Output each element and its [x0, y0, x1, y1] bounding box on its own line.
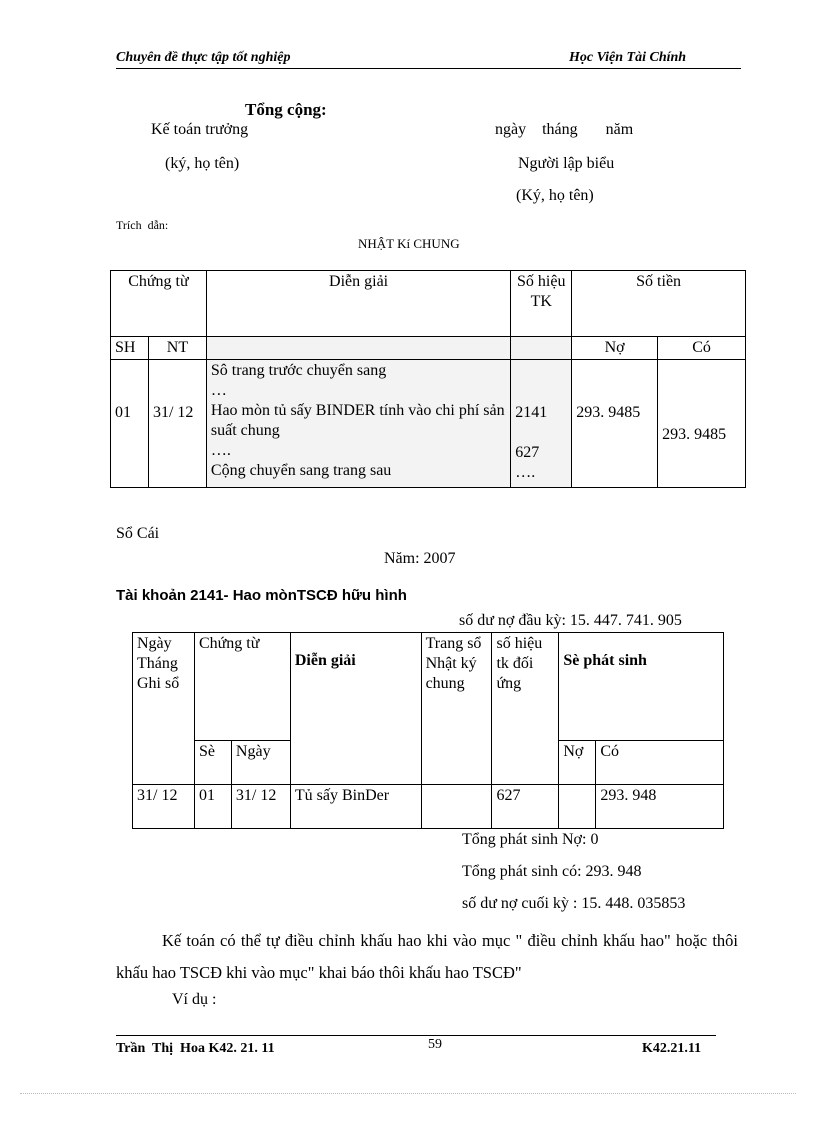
ledger-row-day: 31/ 12	[231, 785, 290, 829]
ledger-row-debit	[559, 785, 596, 829]
ledger-head-date: Ngày Tháng Ghi sổ	[133, 633, 195, 785]
journal-row-debit: 293. 9485	[572, 360, 658, 488]
account-line: 2141	[515, 404, 548, 421]
ledger-label: Sổ Cái	[116, 525, 160, 542]
page-edge	[20, 1093, 796, 1094]
journal-head-amount: Số tiền	[572, 271, 746, 337]
page-number: 59	[428, 1037, 442, 1052]
journal-line: …	[210, 382, 227, 399]
header-institution: Học Viện Tài Chính	[569, 50, 687, 65]
total-label: Tổng cộng:	[245, 100, 327, 119]
journal-head-credit: Có	[658, 337, 746, 360]
journal-row-credit: 293. 9485	[658, 360, 746, 488]
ledger-head-credit: Có	[596, 741, 724, 785]
example-label: Ví dụ :	[172, 991, 217, 1008]
journal-row-sh: 01	[111, 360, 149, 488]
ledger-head-debit: Nợ	[559, 741, 596, 785]
journal-head-empty	[206, 337, 510, 360]
date-line: ngày tháng năm	[495, 121, 634, 138]
journal-head-sh: SH	[111, 337, 149, 360]
ledger-row-journal-page	[421, 785, 492, 829]
footer-rule	[116, 1035, 716, 1036]
opening-balance: số dư nợ đầu kỳ: 15. 447. 741. 905	[459, 612, 682, 629]
footer-author: Trần Thị Hoa K42. 21. 11	[116, 1041, 275, 1056]
ledger-row-counter-account: 627	[492, 785, 559, 829]
ledger-head-number: Sè	[194, 741, 231, 785]
journal-head-description: Diễn giải	[206, 271, 510, 337]
ledger-head-counter-account: số hiệu tk đối ứng	[492, 633, 559, 785]
quote-label: Trích dẫn:	[116, 218, 169, 232]
journal-row-account	[511, 360, 572, 488]
journal-table	[110, 270, 746, 488]
body-paragraph: Kế toán có thể tự điều chỉnh khấu hao khi vào mục " điều chỉnh khấu hao" hoặc thôi khấu hao TSCĐ khi vào mục" khai báo thôi khấu hao TSCĐ"	[116, 931, 738, 982]
account-line: 627	[515, 444, 540, 461]
ledger-row-credit: 293. 948	[596, 785, 724, 829]
total-credit: Tổng phát sinh có: 293. 948	[462, 863, 642, 880]
chief-accountant-label: Kế toán trưởng	[151, 121, 249, 138]
preparer-label: Người lập biểu	[518, 155, 615, 172]
ledger-head-description: Diễn giải	[290, 633, 421, 785]
ledger-head-arising: Sè phát sinh	[559, 633, 724, 741]
footer-class: K42.21.11	[642, 1041, 702, 1056]
ledger-year: Năm: 2007	[384, 550, 456, 567]
ledger-head-journal-page: Trang sổ Nhật ký chung	[421, 633, 492, 785]
account-line: ….	[515, 464, 536, 481]
header-title: Chuyên đề thực tập tốt nghiệp	[116, 50, 291, 65]
ledger-table	[132, 632, 724, 829]
ledger-row-description: Tủ sấy BinDer	[290, 785, 421, 829]
journal-row-nt: 31/ 12	[148, 360, 206, 488]
journal-head-empty	[511, 337, 572, 360]
journal-line: Hao mòn tủ sấy BINDER tính vào chi phí sản suất chung	[210, 402, 505, 439]
journal-row-description	[206, 360, 510, 488]
ledger-row-date: 31/ 12	[133, 785, 195, 829]
ledger-head-day: Ngày	[231, 741, 290, 785]
sign-right-note: (Ký, họ tên)	[516, 187, 594, 204]
ledger-head-voucher: Chứng từ	[194, 633, 290, 741]
ledger-account-title: Tài khoản 2141- Hao mònTSCĐ hữu hình	[116, 587, 407, 604]
journal-title: NHẬT Kí CHUNG	[358, 236, 460, 251]
journal-line: Cộng chuyển sang trang sau	[210, 462, 392, 479]
journal-head-voucher: Chứng từ	[111, 271, 207, 337]
table-row	[111, 360, 746, 488]
journal-head-account: Số hiệu TK	[511, 271, 572, 337]
ledger-row-number: 01	[194, 785, 231, 829]
header-rule	[116, 68, 741, 69]
journal-line: Sô trang trước chuyển sang	[210, 362, 387, 379]
journal-line: ….	[210, 442, 231, 459]
table-row	[133, 785, 724, 829]
closing-balance: số dư nợ cuối kỳ : 15. 448. 035853	[462, 895, 686, 912]
total-debit: Tổng phát sinh Nợ: 0	[462, 831, 599, 848]
sign-left-note: (ký, họ tên)	[165, 155, 240, 172]
journal-head-debit: Nợ	[572, 337, 658, 360]
journal-head-nt: NT	[148, 337, 206, 360]
